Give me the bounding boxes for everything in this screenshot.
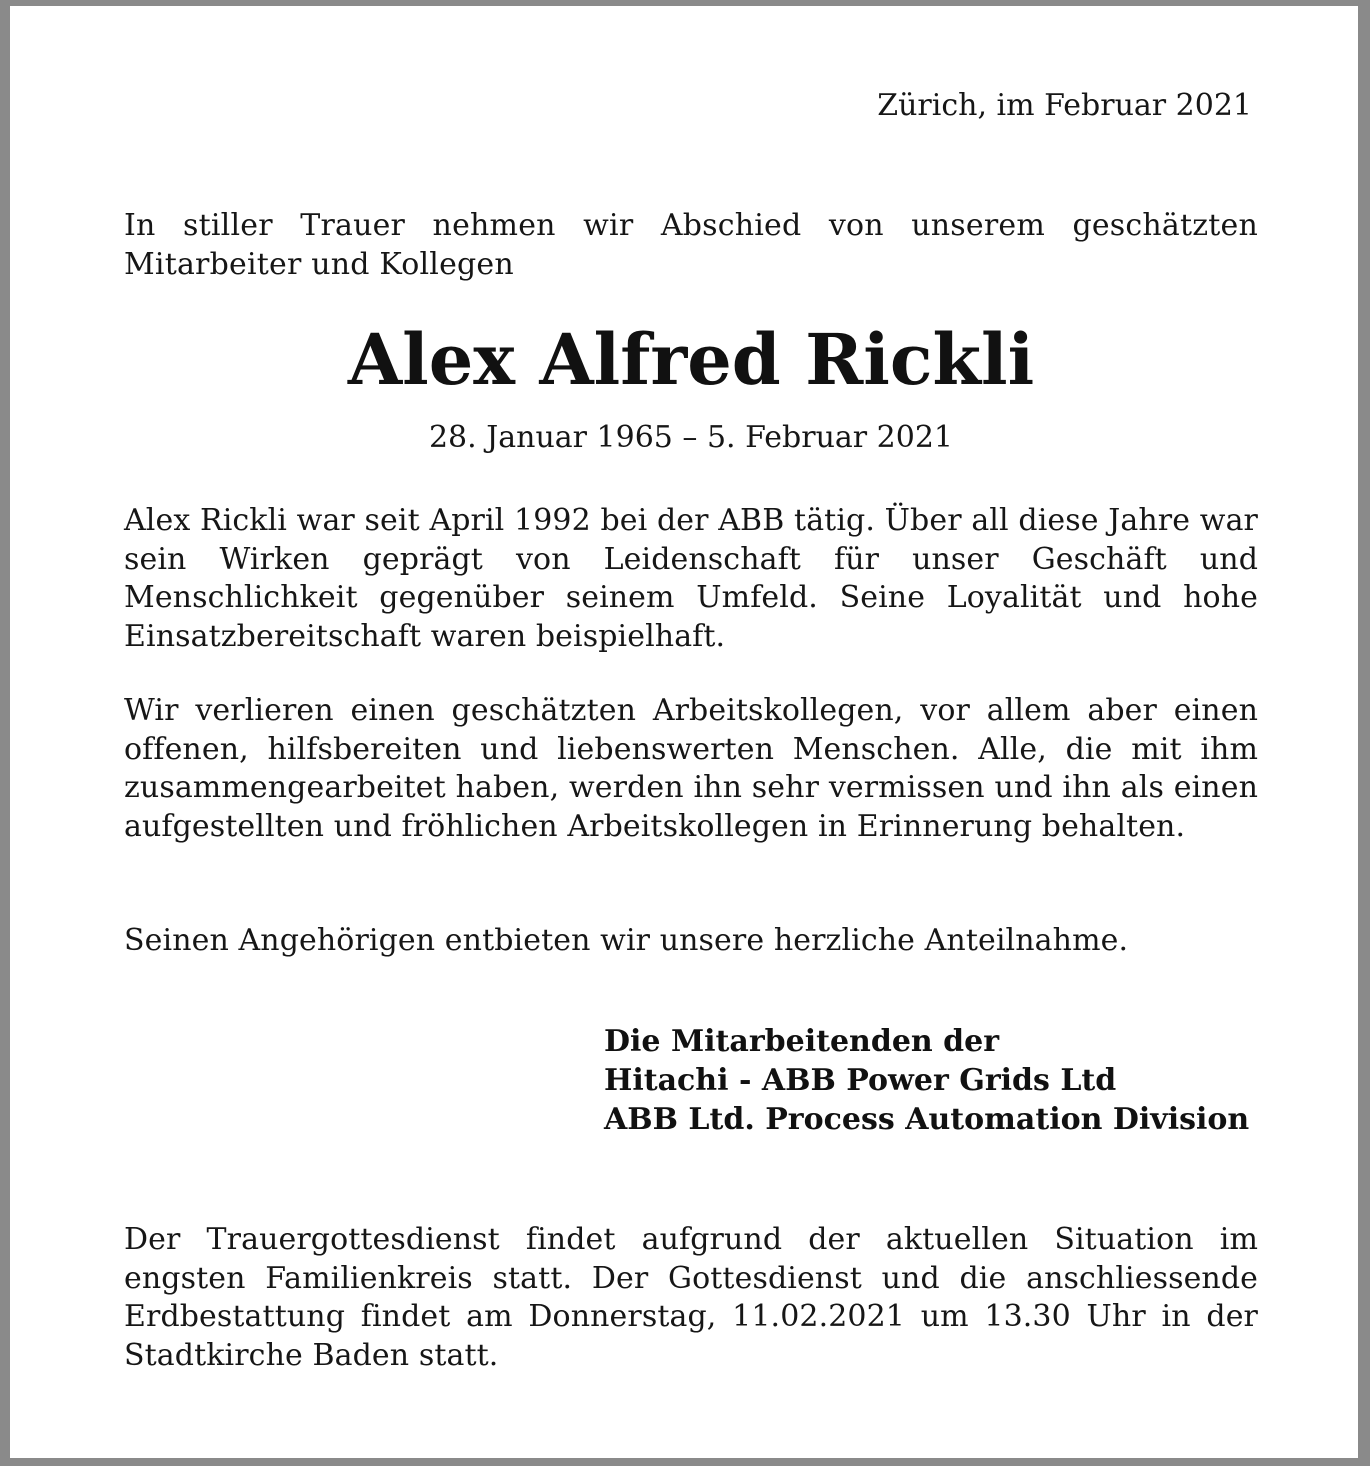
intro-text: In stiller Trauer nehmen wir Abschied von unserem geschätzten Mitarbeiter und Kollegen (124, 208, 1258, 282)
life-dates: 28. Januar 1965 – 5. Februar 2021 (428, 420, 954, 455)
deceased-name: Alex Alfred Rickli (347, 318, 1035, 401)
signoff-line-2: Hitachi - ABB Power Grids Ltd (604, 1063, 1117, 1098)
signoff-block (604, 1022, 1249, 1139)
tribute-paragraph: Alex Rickli war seit April 1992 bei der ABB tätig. Über all diese Jahre war sein Wirken geprägt von Leidenschaft für unser Geschäft und Menschlichkeit gegenüber seinem Umfeld. Seine Loyalität und hohe Einsatzbereitschaft waren beispielhaft. (124, 503, 1258, 654)
loss-paragraph: Wir verlieren einen geschätzten Arbeitskollegen, vor allem aber einen offenen, hilfsbereiten und liebenswerten Menschen. Alle, die mit ihm zusammengearbeitet haben, werden ihn sehr vermissen und ihn als einen aufgestellten und fröhlichen Arbeitskollegen in Erinnerung behalten. (124, 693, 1258, 844)
condolence-paragraph: Seinen Angehörigen entbieten wir unsere herzliche Anteilnahme. (124, 923, 1129, 958)
signoff-line-1: Die Mitarbeitenden der (604, 1024, 1000, 1059)
place-date: Zürich, im Februar 2021 (877, 88, 1252, 123)
service-notice: Der Trauergottesdienst findet aufgrund der aktuellen Situation im engsten Familienkreis statt. Der Gottesdienst und die anschliessende Erdbestattung findet am Donnerstag, 11.02.2021 um 13.30 Uhr in der Stadtkirche Baden statt. (124, 1222, 1258, 1373)
signoff-line-3: ABB Ltd. Process Automation Division (604, 1102, 1250, 1137)
